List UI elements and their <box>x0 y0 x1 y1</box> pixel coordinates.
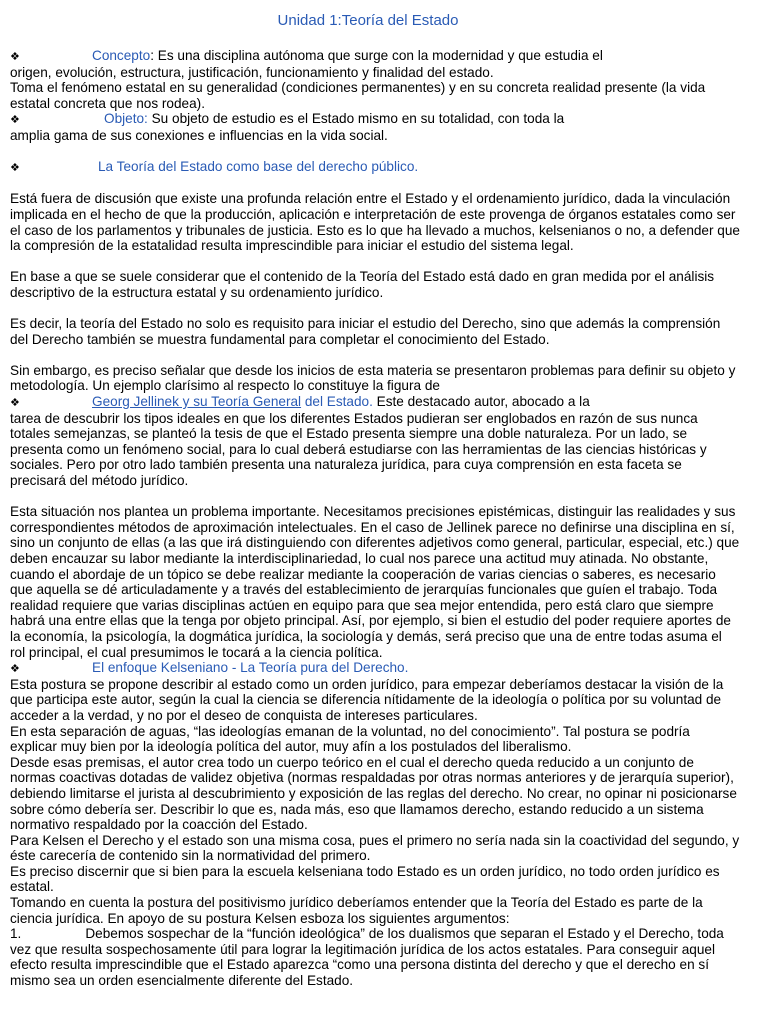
paragraph-3: Es decir, la teoría del Estado no solo es requisito para iniciar el estudio del Derecho, sino que además la comprensión del Derecho también se muestra fundamental para completar el conocimiento del Estado. <box>10 316 721 347</box>
paragraph-6: Esta postura se propone describir al estado como un orden jurídico, para empezar deberíamos destacar la visión de la que participa este autor, según la cual la ciencia se diferencia nítidamente de la ideología o política por su voluntad de acceder a la verdad, y no por el deseo de conquista de intereses particulares. <box>10 676 724 723</box>
concepto-continuation: origen, evolución, estructura, justificación, funcionamiento y finalidad del estado. <box>10 64 494 80</box>
diamond-bullet-icon: ❖ <box>10 50 20 63</box>
spacer <box>10 347 740 363</box>
spacer <box>10 176 740 192</box>
concepto-label: Concepto <box>92 48 151 63</box>
diamond-bullet-icon: ❖ <box>10 113 20 127</box>
objeto-continuation: amplia gama de sus conexiones e influencias en la vida social. <box>10 127 388 143</box>
diamond-bullet-icon: ❖ <box>10 161 20 175</box>
paragraph-8: Desde esas premisas, el autor crea todo un cuerpo teórico en el cual el derecho queda reducido a un conjunto de normas coactivas dotadas de validez objetiva (normas respaldadas por otras normas anteriores y de jerarquía superior), debiendo limitarse el jurista al descubrimiento y exposición de las reglas del derecho. No crear, no opinar ni posicionarse sobre cómo debería ser. Describir lo que es, nada más, eso que llamamos derecho, estando reducido a un sistema normativo respaldado por la coacción del Estado. <box>10 754 737 833</box>
concepto-text: : Es una disciplina autónoma que surge con la modernidad y que estudia el <box>150 48 603 63</box>
jellinek-paragraph <box>10 394 740 411</box>
section-heading-teoria <box>10 159 740 176</box>
spacer <box>10 301 740 317</box>
diamond-bullet-icon: ❖ <box>10 396 20 410</box>
spacer <box>10 254 740 270</box>
concepto-extra: Toma el fenómeno estatal en su generalidad (condiciones permanentes) y en su concreta realidad presente (la vida estatal concreta que nos rodea). <box>10 80 706 111</box>
jellinek-link[interactable]: Georg Jellinek y su Teoría General <box>92 394 302 410</box>
paragraph-7: En esta separación de aguas, “las ideologías emanan de la voluntad, no del conocimiento”. Tal postura se podría explicar muy bien por la ideología política del autor, muy afín a los postulados del liberalismo. <box>10 723 690 755</box>
list-item-number: 1. <box>10 926 22 942</box>
paragraph-5: Esta situación nos plantea un problema importante. Necesitamos precisiones epistémicas, distinguir las realidades y sus correspondientes métodos de aproximación intelectuales. En el caso de Jellinek parece no definirse una disciplina en sí, sino un conjunto de ellas (a las que irá distinguiendo con diferentes adjetivos como general, particular, especial, etc.) que deben encauzar su labor mediante la interdisciplinariedad, lo cual nos parece una actitud muy atinada. No obstante, cuando el abordaje de un tópico se debe realizar mediante la cooperación de varias ciencias o saberes, es necesario que aquella se dé articuladamente y a través del establecimiento de jerarquías funcionales que guíen el trabajo. Toda realidad requiere que varias disciplinas actúen en equipo para que sea mejor entendida, pero está claro que siempre habrá una entre ellas que la tenga por objeto principal. Así, por ejemplo, si bien el estudio del poder requiere aportes de la economía, la psicología, la dogmática jurídica, la sociología y demás, será preciso que una de entre todas asuma el rol principal, el cual presumimos le tocará a la ciencia política. <box>10 504 740 660</box>
paragraph-10: Es preciso discernir que si bien para la escuela kelseniana todo Estado es un orden jurídico, no todo orden jurídico es estatal. <box>10 863 720 895</box>
objeto-label: Objeto: <box>104 111 148 127</box>
jellinek-continuation: tarea de descubrir los tipos ideales en que los diferentes Estados pudieran ser englobados en razón de sus nunca totales semejanzas, se planteó la tesis de que el Estado presenta siempre una doble naturaleza. Por un lado, se presenta como un fenómeno social, para lo cual deberá estudiarse con las herramientas de las ciencias históricas y sociales. Pero por otro lado también presenta una naturaleza jurídica, para cuya comprensión en esta faceta se precisará del método jurídico. <box>10 410 707 489</box>
diamond-bullet-icon: ❖ <box>10 662 20 676</box>
spacer <box>10 489 740 505</box>
section2-heading-text: El enfoque Kelseniano - La Teoría pura del Derecho. <box>92 660 409 676</box>
spacer <box>10 144 740 160</box>
document-page <box>10 12 740 989</box>
objeto-text: Su objeto de estudio es el Estado mismo en su totalidad, con toda la <box>147 111 565 127</box>
paragraph-4: Sin embargo, es preciso señalar que desde los inicios de esta materia se presentaron problemas para definir su objeto y metodología. Un ejemplo clarísimo al respecto lo constituye la figura de <box>10 362 736 394</box>
section1-heading-text: La Teoría del Estado como base del derecho público. <box>98 159 419 175</box>
jellinek-text: Este destacado autor, abocado a la <box>372 394 590 410</box>
jellinek-link-tail: del Estado. <box>301 394 373 410</box>
concepto-paragraph <box>10 48 740 65</box>
objeto-paragraph <box>10 111 740 128</box>
page-title: Unidad 1:Teoría del Estado <box>277 12 459 29</box>
section-heading-kelsen <box>10 660 740 677</box>
list-item <box>10 926 740 988</box>
list-item-text: Debemos sospechar de la “función ideológica” de los dualismos que separan el Estado y el Derecho, toda vez que resulta sospechosamente útil para lograr la legitimación jurídica de los actos estatales. Para conseguir aquel efecto resulta imprescindible que el Estado aparezca “como una persona distinta del derecho y que el derecho en sí mismo sea un orden esencialmente diferente del Estado. <box>10 926 724 989</box>
paragraph-1: Está fuera de discusión que existe una profunda relación entre el Estado y el ordenamiento jurídico, dada la vinculación implicada en el hecho de que la producción, aplicación e interpretación de este provenga de órganos estatales como ser el caso de los parlamentos y tribunales de justicia. Esto es lo que ha llevado a muchos, kelsenianos o no, a defender que la compresión de la estatalidad resulta imprescindible para iniciar el estudio del sistema legal. <box>10 191 740 254</box>
spacer <box>10 30 740 48</box>
paragraph-9: Para Kelsen el Derecho y el estado son una misma cosa, pues el primero no sería nada sin la coactividad del segundo, y éste carecería de contenido sin la normatividad del primero. <box>10 832 740 864</box>
paragraph-2: En base a que se suele considerar que el contenido de la Teoría del Estado está dado en gran medida por el análisis descriptivo de la estructura estatal y su ordenamiento jurídico. <box>10 269 715 300</box>
paragraph-11: Tomando en cuenta la postura del positivismo jurídico deberíamos entender que la Teoría del Estado es parte de la ciencia jurídica. En apoyo de su postura Kelsen esboza los siguientes argumentos: <box>10 895 703 926</box>
